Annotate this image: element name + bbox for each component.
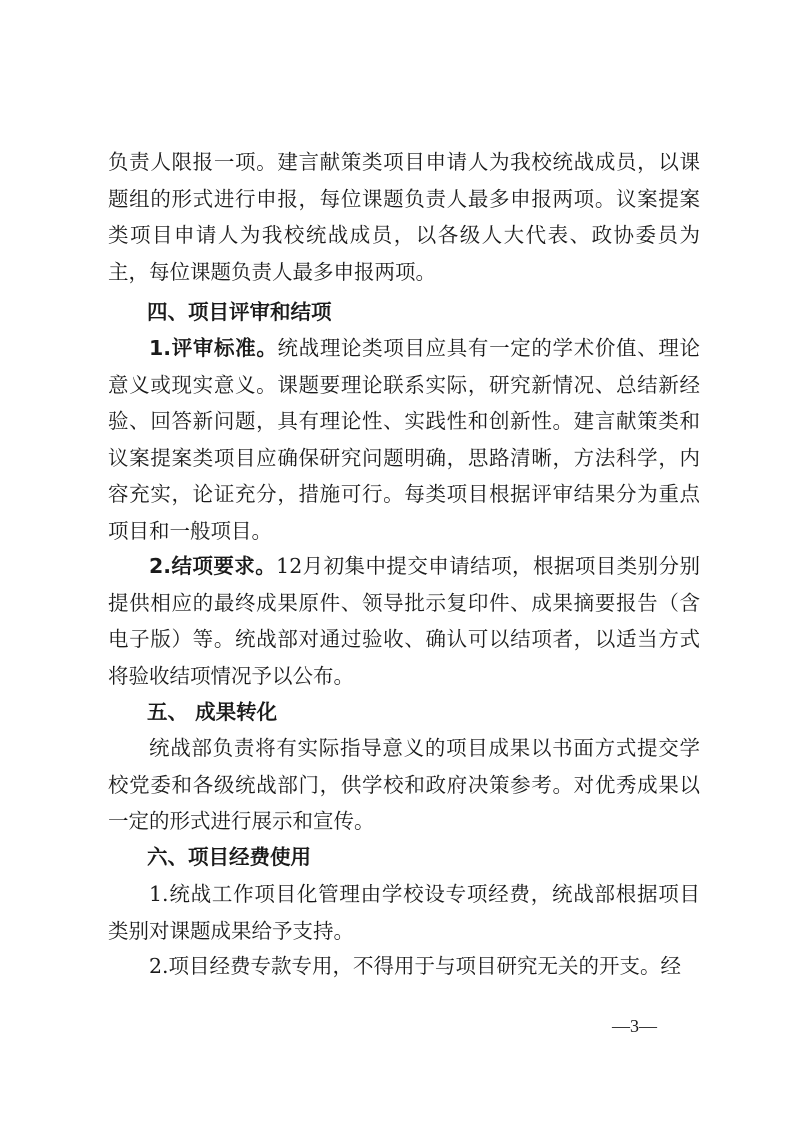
paragraph-review-criteria — [108, 330, 700, 549]
closing-requirements-text: 12月初集中提交申请结项，根据项目类别分别提供相应的最终成果原件、领导批示复印件、成果摘要报告（含电子版）等。统战部对通过验收、确认可以结项者，以适当方式将验收结项情况予以公布。 — [108, 554, 700, 688]
paragraph-funding-1: 1.统战工作项目化管理由学校设专项经费，统战部根据项目类别对课题成果给予支持。 — [108, 882, 700, 943]
page-number: —3— — [612, 1016, 657, 1036]
paragraph-closing-requirements — [108, 548, 700, 694]
review-criteria-text: 统战理论类项目应具有一定的学术价值、理论意义或现实意义。课题要理论联系实际，研究新情况、总结新经验、回答新问题，具有理论性、实践性和创新性。建言献策类和议案提案类项目应确保研究问题明确，思路清晰，方法科学，内容充实，论证充分，措施可行。每类项目根据评审结果分为重点项目和一般项目。 — [108, 336, 700, 543]
paragraph-applicant-limits: 负责人限报一项。建言献策类项目申请人为我校统战成员，以课题组的形式进行申报，每位课题负责人最多申报两项。议案提案类项目申请人为我校统战成员，以各级人大代表、政协委员为主，每位课题负责人最多申报两项。 — [108, 150, 700, 284]
paragraph-results-conversion: 统战部负责将有实际指导意义的项目成果以书面方式提交学校党委和各级统战部门，供学校和政府决策参考。对优秀成果以一定的形式进行展示和宣传。 — [108, 736, 700, 833]
section-heading-review: 四、项目评审和结项 — [147, 300, 332, 324]
section-heading-funding: 六、项目经费使用 — [147, 845, 311, 869]
closing-requirements-label: 2.结项要求。 — [149, 554, 277, 578]
paragraph-funding-2: 2.项目经费专款专用，不得用于与项目研究无关的开支。经 — [149, 954, 682, 978]
review-criteria-label: 1.评审标准。 — [149, 336, 278, 360]
section-heading-results: 五、 成果转化 — [147, 700, 278, 724]
